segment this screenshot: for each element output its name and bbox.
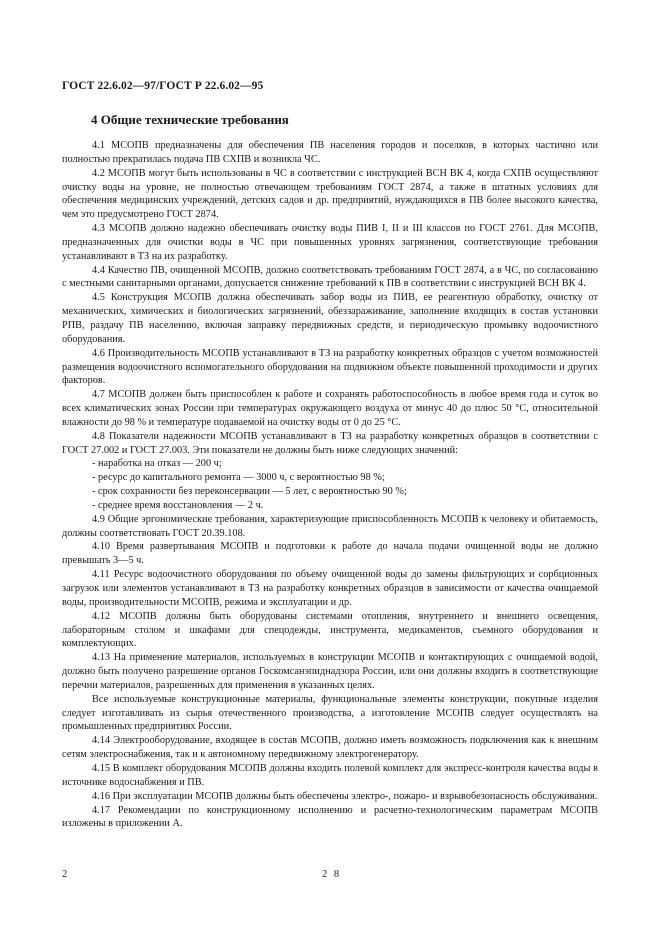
list-item: - ресурс до капитального ремонта — 3000 ч, с вероятностью 98 %; (92, 472, 385, 484)
paragraph-4-1: 4.1 МСОПВ предназначены для обеспечения ПВ населения городов и поселков, в которых частично или полностью прекратилась подача ПВ СХПВ и возникла ЧС. (62, 140, 598, 165)
paragraph-4-15: 4.15 В комплект оборудования МСОПВ должны входить полевой комплект для экспресс-контроля качества воды в источнике водоснабжения и ПВ. (62, 762, 598, 788)
paragraph-4-8: 4.8 Показатели надежности МСОПВ устанавливают в ТЗ на разработку конкретных образцов в соответствии с ГОСТ 27.002 и ГОСТ 27.003. Эти показатели не должны быть ниже следующих значений: (62, 430, 598, 456)
paragraph-4-6: 4.6 Производительность МСОПВ устанавливают в ТЗ на разработку конкретных образцов с учетом возможностей размещения водоочистного вспомогательного оборудования на подвижном объекте повышенной проходимости и других факторов. (62, 347, 598, 387)
paragraph-4-13-continued: Все используемые конструкционные материалы, функциональные элементы конструкции, покупные изделия следует изготавливать из сырья отечественного производства, а изготовление МСОПВ следует осуществлять на промышленных предприятиях России. (62, 693, 598, 733)
list-item: - наработка на отказ — 200 ч; (92, 458, 222, 470)
paragraph-4-11: 4.11 Ресурс водоочистного оборудования по объему очищенной воды до замены фильтрующих и сорбционных загрузок или элементов устанавливают в ТЗ на разработку конкретных образцов в зависимости от качества очищаемой воды, производительности МСОПВ, режима и эксплуатации и др. (62, 569, 598, 608)
paragraph-4-7: 4.7 МСОПВ должен быть приспособлен к работе и сохранять работоспособность в любое время года и суток во всех климатических зонах России при температурах окружающего воздуха от минус 40 до плюс 50 °С, относительной влажности до 98 % и температуре подаваемой на очистку воды от 0 до 25 °С. (62, 389, 598, 428)
list-item: - срок сохранности без переконсервации — 5 лет, с вероятностью 90 %; (92, 486, 407, 498)
paragraph-4-16: 4.16 При эксплуатации МСОПВ должны быть обеспечены электро-, пожаро- и взрывобезопасность обслуживания. (92, 790, 598, 802)
paragraph-4-13: 4.13 На применение материалов, используемых в конструкции МСОПВ и контактирующих с очищаемой водой, должно быть получено разрешение органов Госкомсанэпиднадзора России, или они должны входить в соответствующие перечни материалов, разрешенных для применения в указанных целях. (62, 652, 598, 691)
paragraph-4-5: 4.5 Конструкция МСОПВ должна обеспечивать забор воды из ПИВ, ее реагентную обработку, очистку от механических, химических и биологических загрязнений, обеззараживание, заполнение входящих в состав установки РПВ, раздачу ПВ населению, включая заправку передвижных средств, и периодическую промывку водоочистного оборудования. (62, 292, 598, 345)
paragraph-4-10: 4.10 Время развертывания МСОПВ и подготовки к работе до начала подачи очищенной воды не должно превышать 3—5 ч. (62, 541, 598, 567)
paragraph-4-17: 4.17 Рекомендации по конструкционному исполнению и расчетно-технологическим параметрам МСОПВ изложены в приложении А. (62, 804, 598, 830)
list-item: - среднее время восстановления — 2 ч. (92, 499, 264, 511)
paragraph-4-4: 4.4 Качество ПВ, очищенной МСОПВ, должно соответствовать требованиям ГОСТ 2874, а в ЧС, по согласованию с местными санитарными органами, допускается снижение требований к ПВ в соответствии с инструкцией ВСН ВК 4. (62, 264, 598, 290)
paragraph-4-9: 4.9 Общие эргономические требования, характеризующие приспособленность МСОПВ к человеку и обитаемость, должны соответствовать ГОСТ 20.39.108. (62, 513, 598, 539)
footer-mark: 2 8 (322, 869, 342, 880)
document-body (62, 139, 598, 831)
document-header: ГОСТ 22.6.02—97/ГОСТ Р 22.6.02—95 (62, 80, 264, 92)
paragraph-4-2: 4.2 МСОПВ могут быть использованы в ЧС в соответствии с инструкцией ВСН ВК 4, когда СХПВ осуществляют очистку воды на уровне, не полностью отвечающем требованиям ГОСТ 2874, а также в штатных условиях для обеспечения медицинских учреждений, детских садов и др. предприятий, нуждающихся в ПВ более высокого качества, чем это предусмотрено ГОСТ 2874. (62, 167, 598, 221)
paragraph-4-3: 4.3 МСОПВ должно надежно обеспечивать очистку воды ПИВ I, II и III классов по ГОСТ 2761. Для МСОПВ, предназначенных для очистки воды в ЧС при повышенных уровнях загрязнения, соответствующие требования устанавливают в ТЗ на их разработку. (62, 223, 598, 262)
page-number: 2 (62, 869, 68, 880)
section-title: 4 Общие технические требования (91, 112, 289, 127)
paragraph-4-14: 4.14 Электрооборудование, входящее в состав МСОПВ, должно иметь возможность подключения как к внешним сетям электроснабжения, так и к автономному передвижному электрогенератору. (62, 735, 598, 761)
paragraph-4-12: 4.12 МСОПВ должны быть оборудованы системами отопления, внутреннего и внешнего освещения, лабораторным столом и шкафами для спецодежды, инструмента, медикаментов, съемного оборудования и комплектующих. (62, 610, 598, 650)
